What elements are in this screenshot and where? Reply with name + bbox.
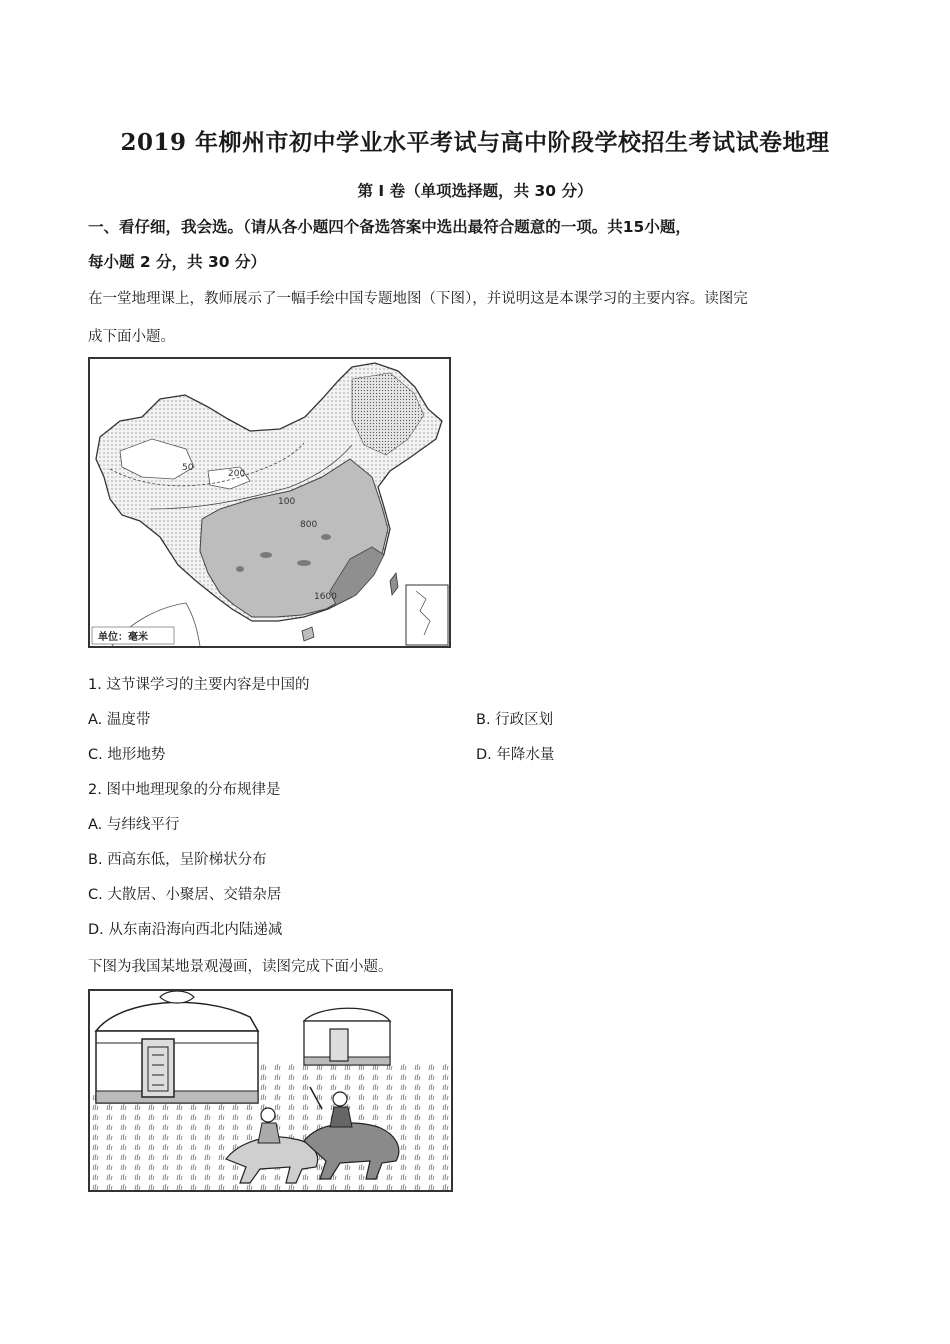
grassland-landscape-cartoon xyxy=(88,989,453,1192)
question-1-option-c[interactable]: C. 地形地势 xyxy=(88,747,166,763)
part-subtitle: 第 I 卷（单项选择题，共 30 分） xyxy=(357,182,593,200)
large-yurt xyxy=(96,991,258,1103)
cartoon-drawing xyxy=(90,991,451,1190)
map-unit-label: 单位：毫米 xyxy=(98,632,148,643)
isoline-label-100: 100 xyxy=(278,497,296,507)
question-2-option-d[interactable]: D. 从东南沿海向西北内陆递减 xyxy=(88,922,283,938)
question-1-stem: 1. 这节课学习的主要内容是中国的 xyxy=(88,677,310,693)
intro-paragraph-line1: 在一堂地理课上，教师展示了一幅手绘中国专题地图（下图），并说明这是本课学习的主要内容。读图完 xyxy=(88,291,748,307)
isoline-label-200: 200 xyxy=(228,469,246,479)
question-1-option-d[interactable]: D. 年降水量 xyxy=(476,747,555,763)
intro-paragraph-2: 下图为我国某地景观漫画，读图完成下面小题。 xyxy=(88,959,393,975)
isoline-label-800: 800 xyxy=(300,520,318,530)
south-china-sea-inset xyxy=(406,585,448,645)
question-1-option-b[interactable]: B. 行政区划 xyxy=(476,712,554,728)
page-title: 2019 年柳州市初中学业水平考试与高中阶段学校招生考试试卷地理 xyxy=(120,129,830,156)
section-instructions-line1: 一、看仔细，我会选。（请从各小题四个备选答案中选出最符合题意的一项。共15小题， xyxy=(88,218,691,236)
isoline-label-50: 50 xyxy=(182,463,194,473)
isoline-label-1600: 1600 xyxy=(314,592,337,602)
question-2-option-c[interactable]: C. 大散居、小聚居、交错杂居 xyxy=(88,887,282,903)
china-precipitation-map xyxy=(88,357,451,648)
small-yurt xyxy=(304,1008,390,1065)
section-instructions-line2: 每小题 2 分，共 30 分） xyxy=(88,253,266,271)
map-drawing xyxy=(90,359,449,646)
question-2-option-a[interactable]: A. 与纬线平行 xyxy=(88,817,180,833)
question-2-stem: 2. 图中地理现象的分布规律是 xyxy=(88,782,281,798)
question-2-option-b[interactable]: B. 西高东低，呈阶梯状分布 xyxy=(88,852,267,868)
intro-paragraph-line2: 成下面小题。 xyxy=(88,329,175,345)
question-1-option-a[interactable]: A. 温度带 xyxy=(88,712,151,728)
